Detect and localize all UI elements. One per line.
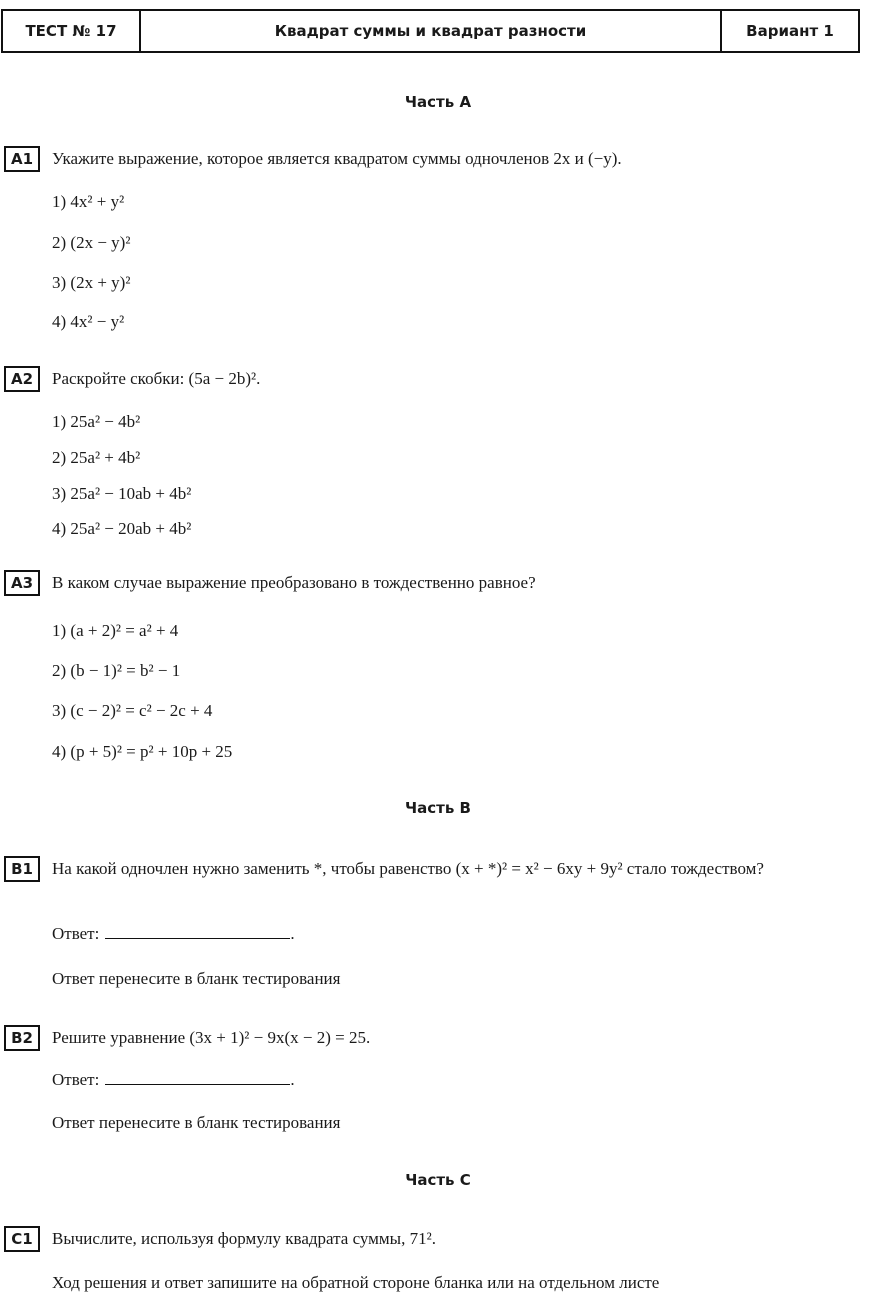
part-a-title: Часть А: [404, 93, 472, 111]
part-c-title: Часть С: [405, 1171, 471, 1189]
option-a2-2: 2) 25a² + 4b²: [52, 448, 141, 467]
question-label-a2: A2: [4, 366, 40, 392]
question-text-a1: Укажите выражение, которое является квадратом суммы одночленов 2x и (−y).: [52, 149, 622, 168]
question-text-b1: На какой одночлен нужно заменить *, чтобы равенство (x + *)² = x² − 6xy + 9y² стало тождеством?: [52, 859, 764, 878]
answer-label-b2: Ответ:: [52, 1070, 100, 1089]
option-a2-4: 4) 25a² − 20ab + 4b²: [52, 519, 192, 538]
option-a1-2: 2) (2x − y)²: [52, 233, 131, 252]
note-b2: Ответ перенесите в бланк тестирования: [52, 1113, 341, 1132]
note-c1: Ход решения и ответ запишите на обратной стороне бланка или на отдельном листе: [52, 1273, 660, 1292]
option-a3-1: 1) (a + 2)² = a² + 4: [52, 621, 179, 640]
note-b1: Ответ перенесите в бланк тестирования: [52, 969, 341, 988]
answer-field-b2[interactable]: [105, 1070, 290, 1085]
answer-label-b1: Ответ:: [52, 924, 100, 943]
question-text-a3: В каком случае выражение преобразовано в тождественно равное?: [52, 573, 536, 592]
question-label-b2: B2: [4, 1025, 40, 1051]
option-a3-2: 2) (b − 1)² = b² − 1: [52, 661, 181, 680]
option-a1-1: 1) 4x² + y²: [52, 192, 125, 211]
option-a3-4: 4) (p + 5)² = p² + 10p + 25: [52, 742, 233, 761]
question-text-a2: Раскройте скобки: (5a − 2b)².: [52, 369, 261, 388]
question-text-c1: Вычислите, используя формулу квадрата суммы, 71².: [52, 1229, 436, 1248]
test-number: ТЕСТ № 17: [3, 11, 141, 51]
option-a3-3: 3) (c − 2)² = c² − 2c + 4: [52, 701, 213, 720]
answer-field-b1[interactable]: [105, 924, 290, 939]
question-label-a3: A3: [4, 570, 40, 596]
test-variant: Вариант 1: [746, 22, 834, 40]
question-label-c1: C1: [4, 1226, 40, 1252]
test-header: [1, 9, 860, 53]
option-a2-3: 3) 25a² − 10ab + 4b²: [52, 484, 192, 503]
question-label-a1: A1: [4, 146, 40, 172]
part-b-title: Часть В: [405, 799, 471, 817]
answer-line-b1: Ответ: .: [52, 924, 295, 943]
answer-line-b2: Ответ: .: [52, 1070, 295, 1089]
question-text-b2: Решите уравнение (3x + 1)² − 9x(x − 2) = 25.: [52, 1028, 371, 1047]
option-a2-1: 1) 25a² − 4b²: [52, 412, 141, 431]
test-title: Квадрат суммы и квадрат разности: [141, 11, 722, 51]
option-a1-3: 3) (2x + y)²: [52, 273, 131, 292]
option-a1-4: 4) 4x² − y²: [52, 312, 125, 331]
question-label-b1: B1: [4, 856, 40, 882]
